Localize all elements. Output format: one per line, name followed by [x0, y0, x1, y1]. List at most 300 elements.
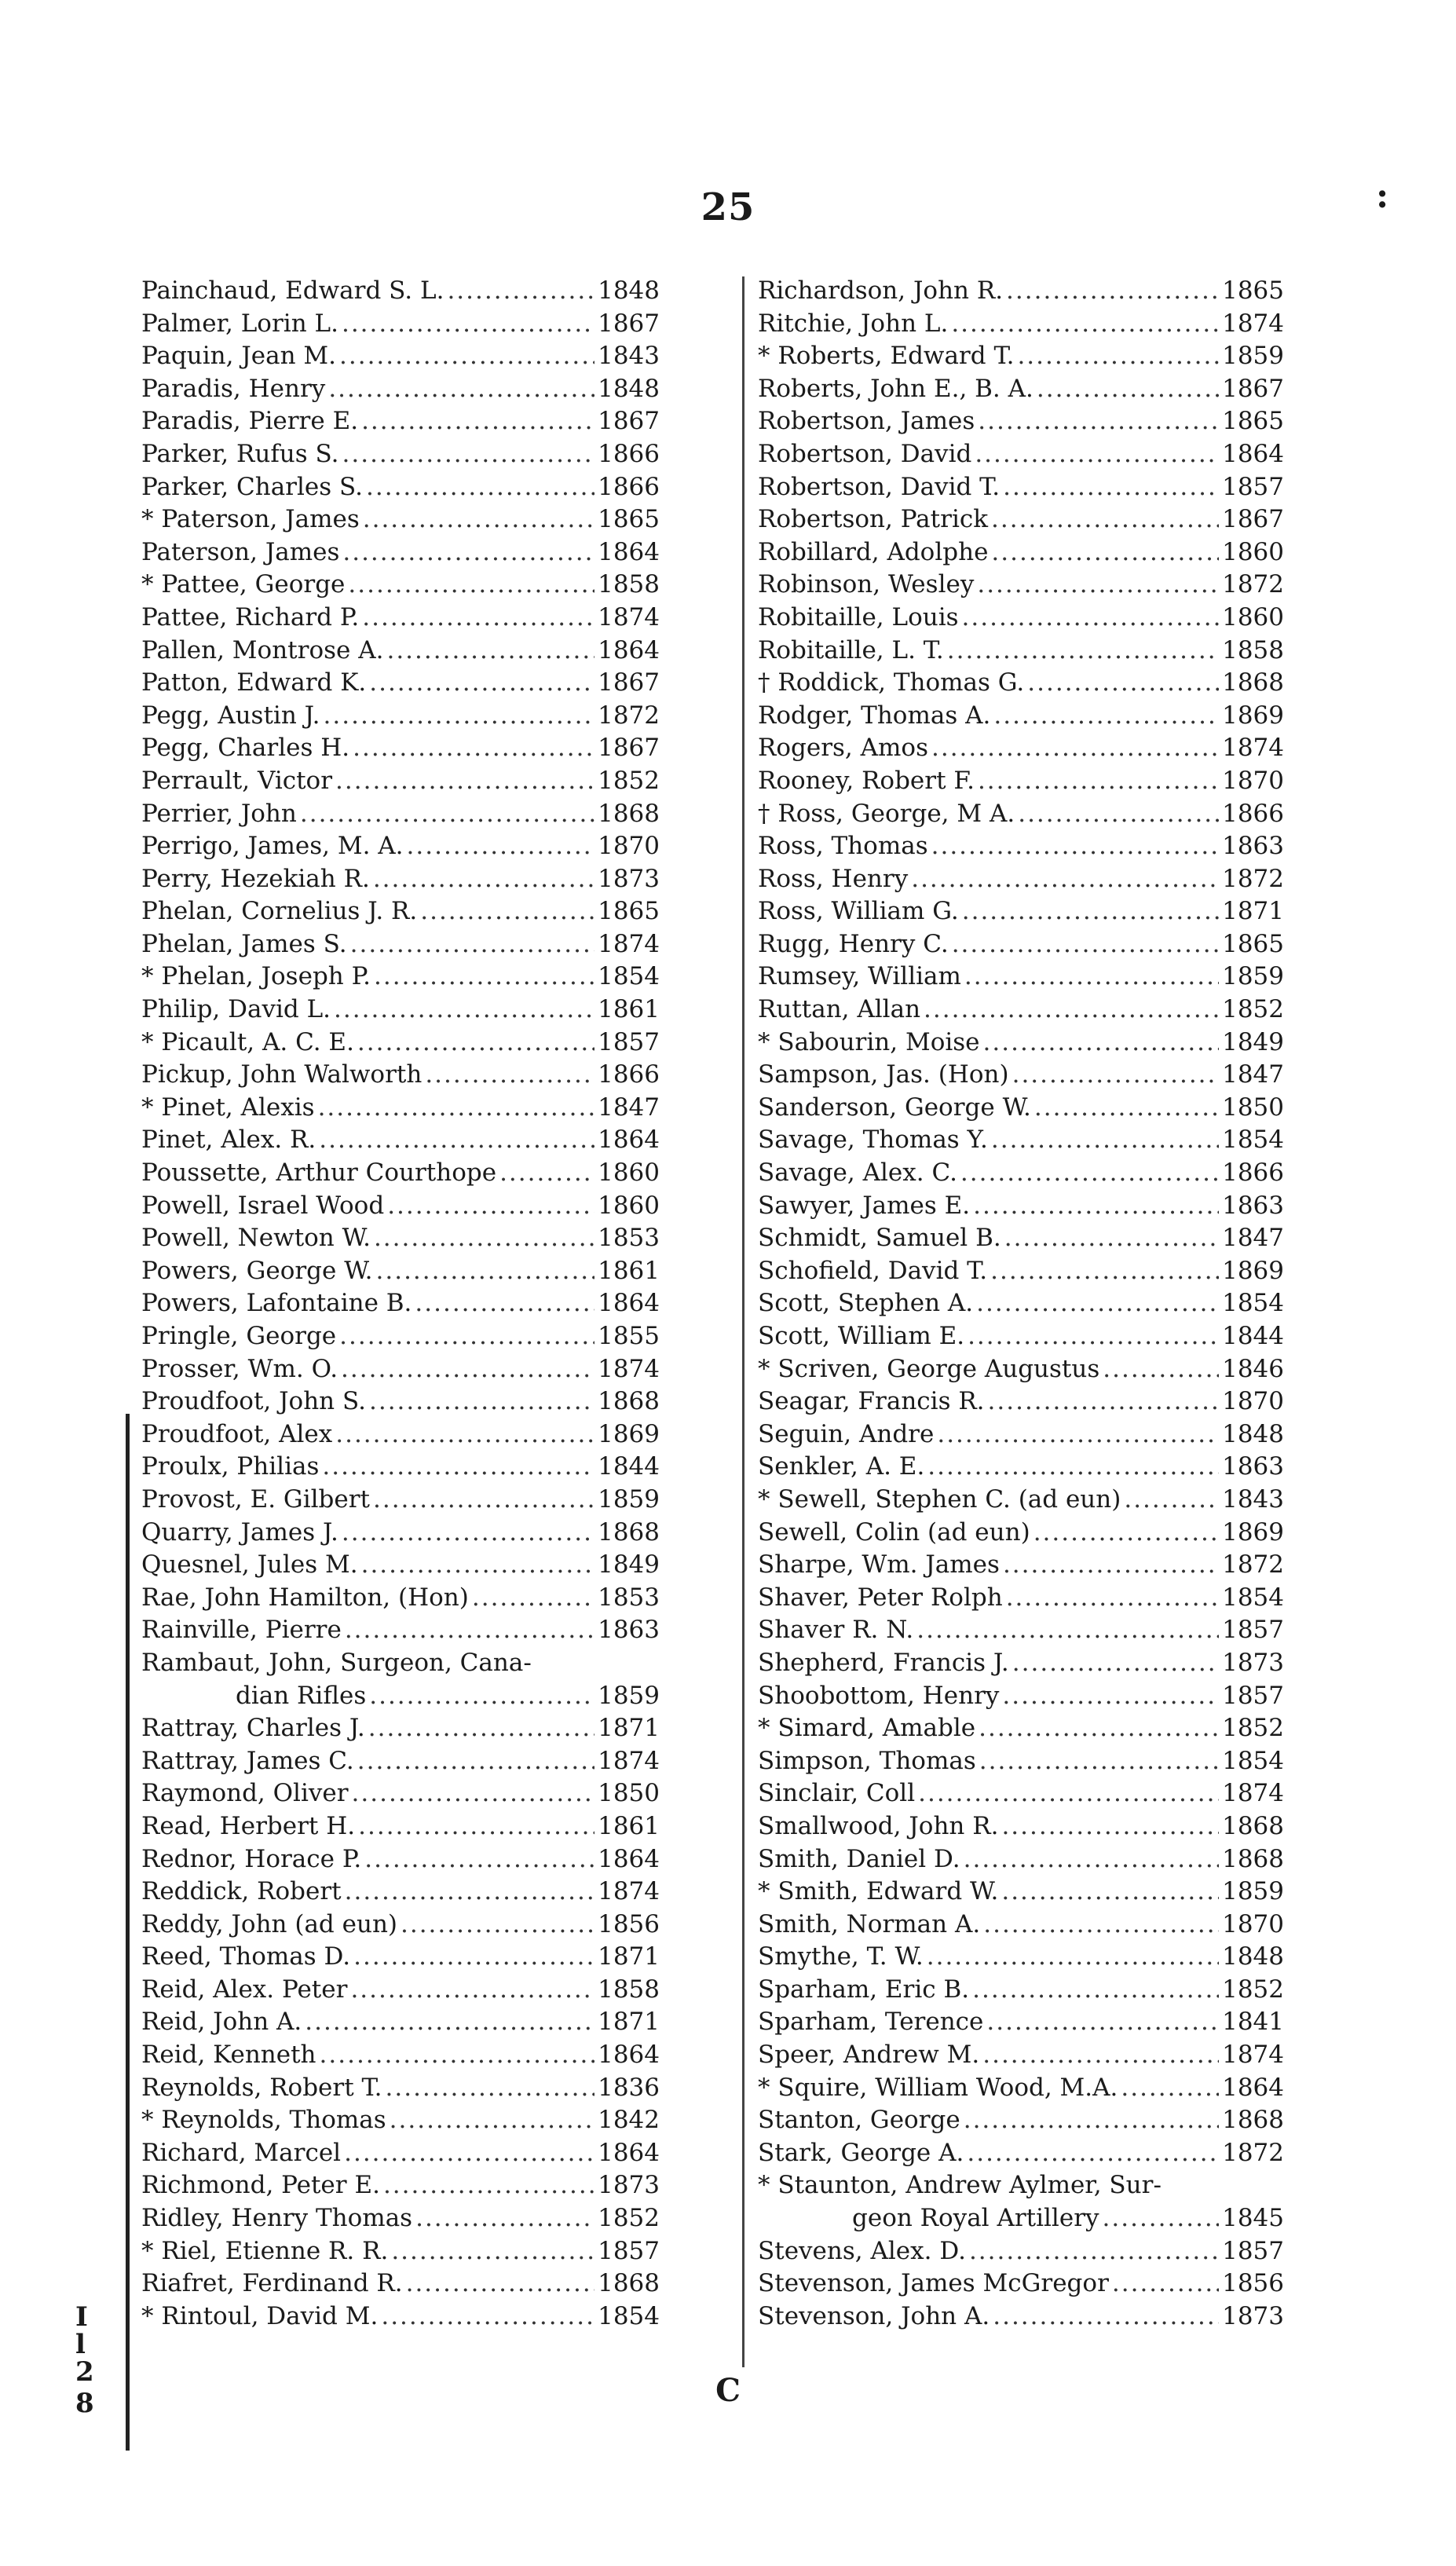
entry-year: 1871: [598, 1942, 660, 1971]
dot-leader: [335, 1418, 594, 1451]
entry-name: Raymond, Oliver: [141, 1779, 349, 1808]
entry-year: 1847: [1222, 1060, 1284, 1089]
entry-name: Reid, Alex. Peter: [141, 1975, 348, 2004]
entry-name: Pegg, Austin J.: [141, 701, 320, 730]
dot-leader: [369, 1385, 594, 1418]
entry-name: Shaver R. N.: [758, 1616, 914, 1645]
entry-name: Smith, Daniel D.: [758, 1844, 960, 1873]
directory-entry: [141, 2039, 660, 2072]
directory-entry: [758, 635, 1284, 668]
directory-entry: [758, 1745, 1284, 1778]
directory-entry: [141, 1614, 660, 1647]
entry-year: 1859: [1222, 962, 1284, 991]
entry-year: 1852: [1222, 995, 1284, 1024]
entry-name: Patton, Edward K.: [141, 668, 367, 697]
entry-name: * Riel, Etienne R. R.: [141, 2236, 389, 2265]
entry-name: Philip, David L.: [141, 995, 331, 1024]
entry-name: Simpson, Thomas: [758, 1746, 976, 1775]
directory-entry: [141, 373, 660, 406]
entry-name: Sanderson, George W.: [758, 1093, 1031, 1122]
entry-name: Robitaille, L. T.: [758, 635, 944, 664]
entry-name: * Pattee, George: [141, 570, 346, 599]
directory-entry: [141, 994, 660, 1027]
directory-entry: [141, 1353, 660, 1386]
dot-leader: [977, 569, 1219, 602]
dot-leader: [962, 895, 1219, 928]
dot-leader: [1034, 1092, 1219, 1125]
dot-leader: [322, 1451, 594, 1484]
entry-name: Paterson, James: [141, 537, 340, 566]
dot-leader: [969, 2235, 1219, 2268]
entry-name: Ross, Henry: [758, 864, 909, 893]
directory-entry: [141, 340, 660, 373]
dot-leader: [972, 1974, 1219, 2007]
entry-name: Shoobottom, Henry: [758, 1681, 1000, 1710]
dot-leader: [911, 863, 1219, 896]
dot-leader: [300, 798, 594, 831]
entry-name: Ruttan, Allan: [758, 995, 921, 1024]
entry-name: Robillard, Adolphe: [758, 537, 989, 566]
entry-year: 1864: [1222, 2073, 1284, 2102]
entry-year: 1854: [1222, 1126, 1284, 1155]
directory-entry: [758, 2104, 1284, 2137]
entry-name: * Sabourin, Moise: [758, 1027, 980, 1056]
entry-year: 1863: [598, 1616, 660, 1645]
entry-year: 1867: [598, 734, 660, 763]
entry-name: Pegg, Charles H.: [141, 734, 350, 763]
entry-name: Reddy, John (ad eun): [141, 1909, 397, 1938]
entry-name: Paradis, Pierre E.: [141, 407, 359, 436]
entry-year: 1872: [598, 701, 660, 730]
entry-name: Poussette, Arthur Courthope: [141, 1159, 497, 1188]
dot-leader: [345, 1876, 594, 1909]
directory-entry: [141, 1385, 660, 1418]
entry-year: 1874: [1222, 2041, 1284, 2070]
entry-name: Schofield, David T.: [758, 1256, 988, 1285]
entry-year: 1868: [598, 1517, 660, 1547]
entry-name: Rooney, Robert F.: [758, 766, 975, 795]
entry-name: Rattray, James C.: [141, 1746, 354, 1775]
entry-name: Pickup, John Walworth: [141, 1060, 423, 1089]
entry-name: Proudfoot, Alex: [141, 1419, 333, 1448]
dot-leader: [361, 1549, 595, 1582]
entry-year: 1869: [1222, 701, 1284, 730]
entry-name: Stanton, George: [758, 2106, 960, 2135]
entry-name: Perrier, John: [141, 799, 297, 828]
directory-entry: [758, 2301, 1284, 2334]
dot-leader: [964, 2104, 1219, 2137]
directory-entry: [141, 928, 660, 961]
dot-leader: [362, 602, 594, 635]
margin-mark: l: [75, 2329, 86, 2360]
dot-leader: [368, 1712, 594, 1745]
directory-entry: [141, 2301, 660, 2334]
directory-entry: [758, 667, 1284, 700]
entry-year: 1874: [1222, 1779, 1284, 1808]
directory-entry: [758, 2169, 1284, 2202]
directory-entry: [758, 602, 1284, 635]
directory-entry: [141, 1647, 660, 1680]
directory-entry: [141, 1745, 660, 1778]
entry-year: 1869: [598, 1419, 660, 1448]
dot-leader: [991, 1124, 1219, 1157]
directory-entry: [758, 1385, 1284, 1418]
directory-entry: [141, 1484, 660, 1517]
entry-year: 1873: [1222, 1648, 1284, 1677]
entry-year: 1848: [598, 276, 660, 305]
entry-name: Reid, Kenneth: [141, 2041, 316, 2070]
dot-leader: [1003, 1549, 1219, 1582]
directory-entry: [758, 275, 1284, 308]
dot-leader: [968, 1320, 1219, 1353]
entry-year: 1874: [1222, 734, 1284, 763]
directory-entry: [758, 405, 1284, 438]
entry-year: 1874: [598, 929, 660, 958]
dot-leader: [951, 308, 1219, 341]
entry-name: Senkler, A. E.: [758, 1452, 925, 1481]
dot-leader: [927, 1941, 1219, 1974]
dot-leader: [318, 1092, 595, 1125]
entry-name: Stevenson, James McGregor: [758, 2269, 1109, 2298]
directory-entry: [141, 471, 660, 504]
signature-mark: C: [715, 2372, 741, 2409]
margin-mark: 8: [75, 2388, 94, 2419]
dot-leader: [373, 863, 594, 896]
entry-name: Scott, William E.: [758, 1322, 965, 1350]
dot-leader: [415, 1287, 594, 1320]
entry-name: Proudfoot, John S.: [141, 1387, 366, 1416]
dot-leader: [350, 928, 594, 961]
entry-year: 1844: [1222, 1322, 1284, 1350]
entry-year: 1864: [598, 537, 660, 566]
entry-name: * Paterson, James: [141, 505, 360, 534]
entry-name: Stark, George A.: [758, 2138, 964, 2167]
entry-name: Phelan, James S.: [141, 929, 347, 958]
directory-entry: [758, 569, 1284, 602]
dot-leader: [342, 1517, 594, 1550]
directory-entry: [758, 2235, 1284, 2268]
directory-entry: [141, 732, 660, 765]
dot-leader: [363, 503, 594, 536]
dot-leader: [960, 1157, 1219, 1190]
dot-leader: [353, 732, 594, 765]
entry-name: Pattee, Richard P.: [141, 602, 360, 631]
dot-leader: [1017, 340, 1219, 373]
entry-name: Rogers, Amos: [758, 734, 928, 763]
dot-leader: [988, 1385, 1220, 1418]
entry-year: 1858: [598, 1975, 660, 2004]
dot-leader: [472, 1582, 594, 1615]
entry-year: 1868: [1222, 1844, 1284, 1873]
directory-entry: [758, 1777, 1284, 1810]
entry-name: Rambaut, John, Surgeon, Cana-: [141, 1648, 532, 1677]
directory-entry: [758, 1647, 1284, 1680]
entry-name: Powers, Lafontaine B.: [141, 1289, 412, 1318]
directory-entry: [141, 1810, 660, 1843]
entry-year: 1873: [1222, 2301, 1284, 2330]
entry-year: 1859: [598, 1484, 660, 1514]
entry-year: 1867: [598, 309, 660, 338]
dot-leader: [358, 1810, 594, 1843]
entry-year: 1857: [1222, 2236, 1284, 2265]
dot-leader: [386, 635, 594, 668]
left-margin-rule: [126, 1414, 130, 2451]
entry-year: 1850: [598, 1779, 660, 1808]
directory-entry: [758, 2072, 1284, 2105]
entry-name: Powell, Israel Wood: [141, 1191, 385, 1220]
entry-year: 1854: [598, 962, 660, 991]
directory-entry: [141, 2104, 660, 2137]
entry-year: 1865: [598, 505, 660, 534]
dot-leader: [374, 1222, 594, 1255]
dot-leader: [373, 1484, 594, 1517]
entry-year: 1855: [598, 1322, 660, 1350]
dot-leader: [364, 1843, 594, 1876]
entry-name: Provost, E. Gilbert: [141, 1484, 370, 1514]
dot-leader: [978, 405, 1219, 438]
dot-leader: [324, 700, 595, 733]
directory-entry: [758, 1549, 1284, 1582]
dot-leader: [1003, 471, 1219, 504]
directory-entry: [141, 765, 660, 798]
entry-year: 1857: [598, 2236, 660, 2265]
entry-year: 1861: [598, 1811, 660, 1840]
dot-leader: [986, 2006, 1219, 2039]
entry-year: 1871: [1222, 897, 1284, 926]
entry-year: 1849: [1222, 1027, 1284, 1056]
entry-year: 1870: [1222, 766, 1284, 795]
dot-leader: [342, 536, 594, 569]
directory-entry: [141, 830, 660, 863]
directory-entry: [141, 1190, 660, 1223]
dot-leader: [1002, 1680, 1219, 1713]
entry-name: Shaver, Peter Rolph: [758, 1583, 1003, 1612]
entry-year: 1860: [1222, 602, 1284, 631]
dot-leader: [1018, 798, 1219, 831]
entry-name: Perrigo, James, M. A.: [141, 832, 404, 861]
entry-name: Stevens, Alex. D.: [758, 2236, 966, 2265]
entry-year: 1861: [598, 995, 660, 1024]
entry-name: Powers, George W.: [141, 1256, 373, 1285]
dot-leader: [927, 1451, 1219, 1484]
dot-leader: [990, 1255, 1219, 1288]
left-column-list: [141, 275, 660, 2333]
entry-year: 1864: [598, 1126, 660, 1155]
entry-year: 1857: [1222, 472, 1284, 501]
directory-entry: [141, 635, 660, 668]
entry-name: * Reynolds, Thomas: [141, 2106, 386, 2135]
directory-entry: [141, 1777, 660, 1810]
entry-year: 1861: [598, 1256, 660, 1285]
directory-entry: [758, 2268, 1284, 2301]
entry-year: 1865: [1222, 929, 1284, 958]
directory-entry: [141, 2137, 660, 2170]
entry-name: Smythe, T. W.: [758, 1942, 924, 1971]
entry-name: Robertson, David: [758, 439, 972, 468]
directory-entry: [141, 405, 660, 438]
directory-entry: [758, 1287, 1284, 1320]
dot-leader: [952, 928, 1219, 961]
directory-entry: [758, 895, 1284, 928]
entry-year: 1867: [598, 407, 660, 436]
dot-leader: [381, 2301, 594, 2334]
directory-entry: [758, 961, 1284, 994]
entry-year: 1871: [598, 1714, 660, 1743]
right-column-list: [758, 275, 1284, 2333]
dot-leader: [964, 1843, 1219, 1876]
entry-year: 1874: [598, 602, 660, 631]
directory-entry: [758, 798, 1284, 831]
directory-entry: [758, 1353, 1284, 1386]
entry-year: 1866: [598, 1060, 660, 1089]
directory-entry: [141, 1157, 660, 1190]
dot-leader: [979, 1745, 1219, 1778]
entry-name: Seguin, Andre: [758, 1419, 935, 1448]
dot-leader: [305, 2006, 594, 2039]
dot-leader: [976, 1287, 1219, 1320]
entry-name: Prosser, Wm. O.: [141, 1354, 338, 1383]
entry-year: 1856: [1222, 2269, 1284, 2298]
directory-entry: [141, 1549, 660, 1582]
entry-year: 1866: [1222, 799, 1284, 828]
directory-entry: [758, 700, 1284, 733]
entry-name: Speer, Andrew M.: [758, 2041, 980, 2070]
entry-name: Sinclair, Coll: [758, 1779, 916, 1808]
entry-name: Sparham, Eric B.: [758, 1975, 970, 2004]
directory-entry: [141, 2072, 660, 2105]
column-divider: [742, 276, 744, 2367]
entry-year: 1853: [598, 1224, 660, 1253]
directory-entry: [141, 667, 660, 700]
entry-name: Rae, John Hamilton, (Hon): [141, 1583, 469, 1612]
directory-entry: [758, 1190, 1284, 1223]
directory-entry: [758, 1680, 1284, 1713]
directory-entry: [141, 602, 660, 635]
entry-name: Roberts, John E., B. A.: [758, 374, 1033, 403]
dot-leader: [967, 2137, 1219, 2170]
directory-entry: [758, 1059, 1284, 1092]
entry-name: Sampson, Jas. (Hon): [758, 1060, 1009, 1089]
entry-name: Sparham, Terence: [758, 2008, 984, 2037]
directory-entry: [141, 1876, 660, 1909]
directory-entry: [141, 569, 660, 602]
dot-leader: [353, 1941, 594, 1974]
directory-entry: [141, 1909, 660, 1942]
directory-entry: [141, 1451, 660, 1484]
dot-leader: [328, 373, 594, 406]
dot-leader: [386, 2072, 595, 2105]
entry-name: Palmer, Lorin L.: [141, 309, 338, 338]
entry-year: 1872: [1222, 1550, 1284, 1579]
entry-name: Ross, Thomas: [758, 832, 928, 861]
dot-leader: [348, 569, 594, 602]
dot-leader: [1037, 373, 1219, 406]
entry-year: 1867: [1222, 505, 1284, 534]
entry-year: 1849: [598, 1550, 660, 1579]
entry-name: Perry, Hezekiah R.: [141, 864, 370, 893]
entry-name: Savage, Alex. C.: [758, 1159, 957, 1188]
entry-year: 1865: [1222, 276, 1284, 305]
directory-entry: [141, 2169, 660, 2202]
dot-leader: [319, 1124, 594, 1157]
entry-year: 1872: [1222, 864, 1284, 893]
entry-year: 1868: [598, 799, 660, 828]
page-number: 25: [701, 185, 755, 229]
dot-leader: [341, 1353, 594, 1386]
entry-name: Powell, Newton W.: [141, 1224, 371, 1253]
entry-name: Seagar, Francis R.: [758, 1387, 985, 1416]
entry-name: dian Rifles: [236, 1681, 367, 1710]
directory-entry: [141, 536, 660, 569]
directory-entry: [141, 308, 660, 341]
entry-name: Robertson, Patrick: [758, 505, 989, 534]
entry-year: 1850: [1222, 1093, 1284, 1122]
entry-year: 1846: [1222, 1354, 1284, 1383]
dot-leader: [415, 2202, 594, 2235]
entry-name: Robertson, James: [758, 407, 975, 436]
directory-entry: [141, 1974, 660, 2007]
entry-year: 1860: [598, 1191, 660, 1220]
entry-year: 1864: [598, 635, 660, 664]
dot-leader: [447, 275, 594, 308]
entry-name: * Smith, Edward W.: [758, 1877, 999, 1906]
entry-year: 1866: [598, 472, 660, 501]
entry-name: * Pinet, Alexis: [141, 1093, 315, 1122]
entry-name: Sawyer, James E.: [758, 1191, 971, 1220]
entry-name: Schmidt, Samuel B.: [758, 1224, 1001, 1253]
directory-entry: [758, 1222, 1284, 1255]
directory-entry: [758, 1614, 1284, 1647]
entry-year: 1848: [1222, 1942, 1284, 1971]
directory-entry: [758, 503, 1284, 536]
directory-entry: [141, 1287, 660, 1320]
dot-leader: [1103, 2202, 1220, 2235]
dot-leader: [342, 308, 594, 341]
entry-name: * Squire, William Wood, M.A.: [758, 2073, 1118, 2102]
entry-name: * Picault, A. C. E.: [141, 1027, 354, 1056]
entry-year: 1867: [598, 668, 660, 697]
entry-year: 1854: [1222, 1746, 1284, 1775]
entry-year: 1865: [1222, 407, 1284, 436]
entry-year: 1863: [1222, 832, 1284, 861]
dot-leader: [962, 602, 1220, 635]
entry-name: Sewell, Colin (ad eun): [758, 1517, 1030, 1547]
directory-entry: [758, 1092, 1284, 1125]
directory-entry: [758, 830, 1284, 863]
entry-name: Reid, John A.: [141, 2008, 302, 2037]
entry-year: 1860: [1222, 537, 1284, 566]
dot-leader: [973, 1190, 1219, 1223]
directory-entry: [141, 1092, 660, 1125]
entry-name: Savage, Thomas Y.: [758, 1126, 988, 1155]
directory-entry: [141, 1712, 660, 1745]
entry-year: 1854: [1222, 1289, 1284, 1318]
dot-leader: [931, 830, 1219, 863]
directory-entry: [758, 1941, 1284, 1974]
dot-leader: [361, 405, 594, 438]
directory-entry: [141, 438, 660, 471]
directory-entry: [141, 2235, 660, 2268]
entry-year: 1854: [1222, 1583, 1284, 1612]
dot-leader: [335, 765, 594, 798]
directory-entry: [758, 1712, 1284, 1745]
dot-leader: [1124, 1484, 1219, 1517]
entry-year: 1864: [598, 1844, 660, 1873]
directory-entry: [758, 1909, 1284, 1942]
dot-leader: [983, 1027, 1220, 1060]
entry-name: Rugg, Henry C.: [758, 929, 949, 958]
entry-name: Smallwood, John R.: [758, 1811, 999, 1840]
